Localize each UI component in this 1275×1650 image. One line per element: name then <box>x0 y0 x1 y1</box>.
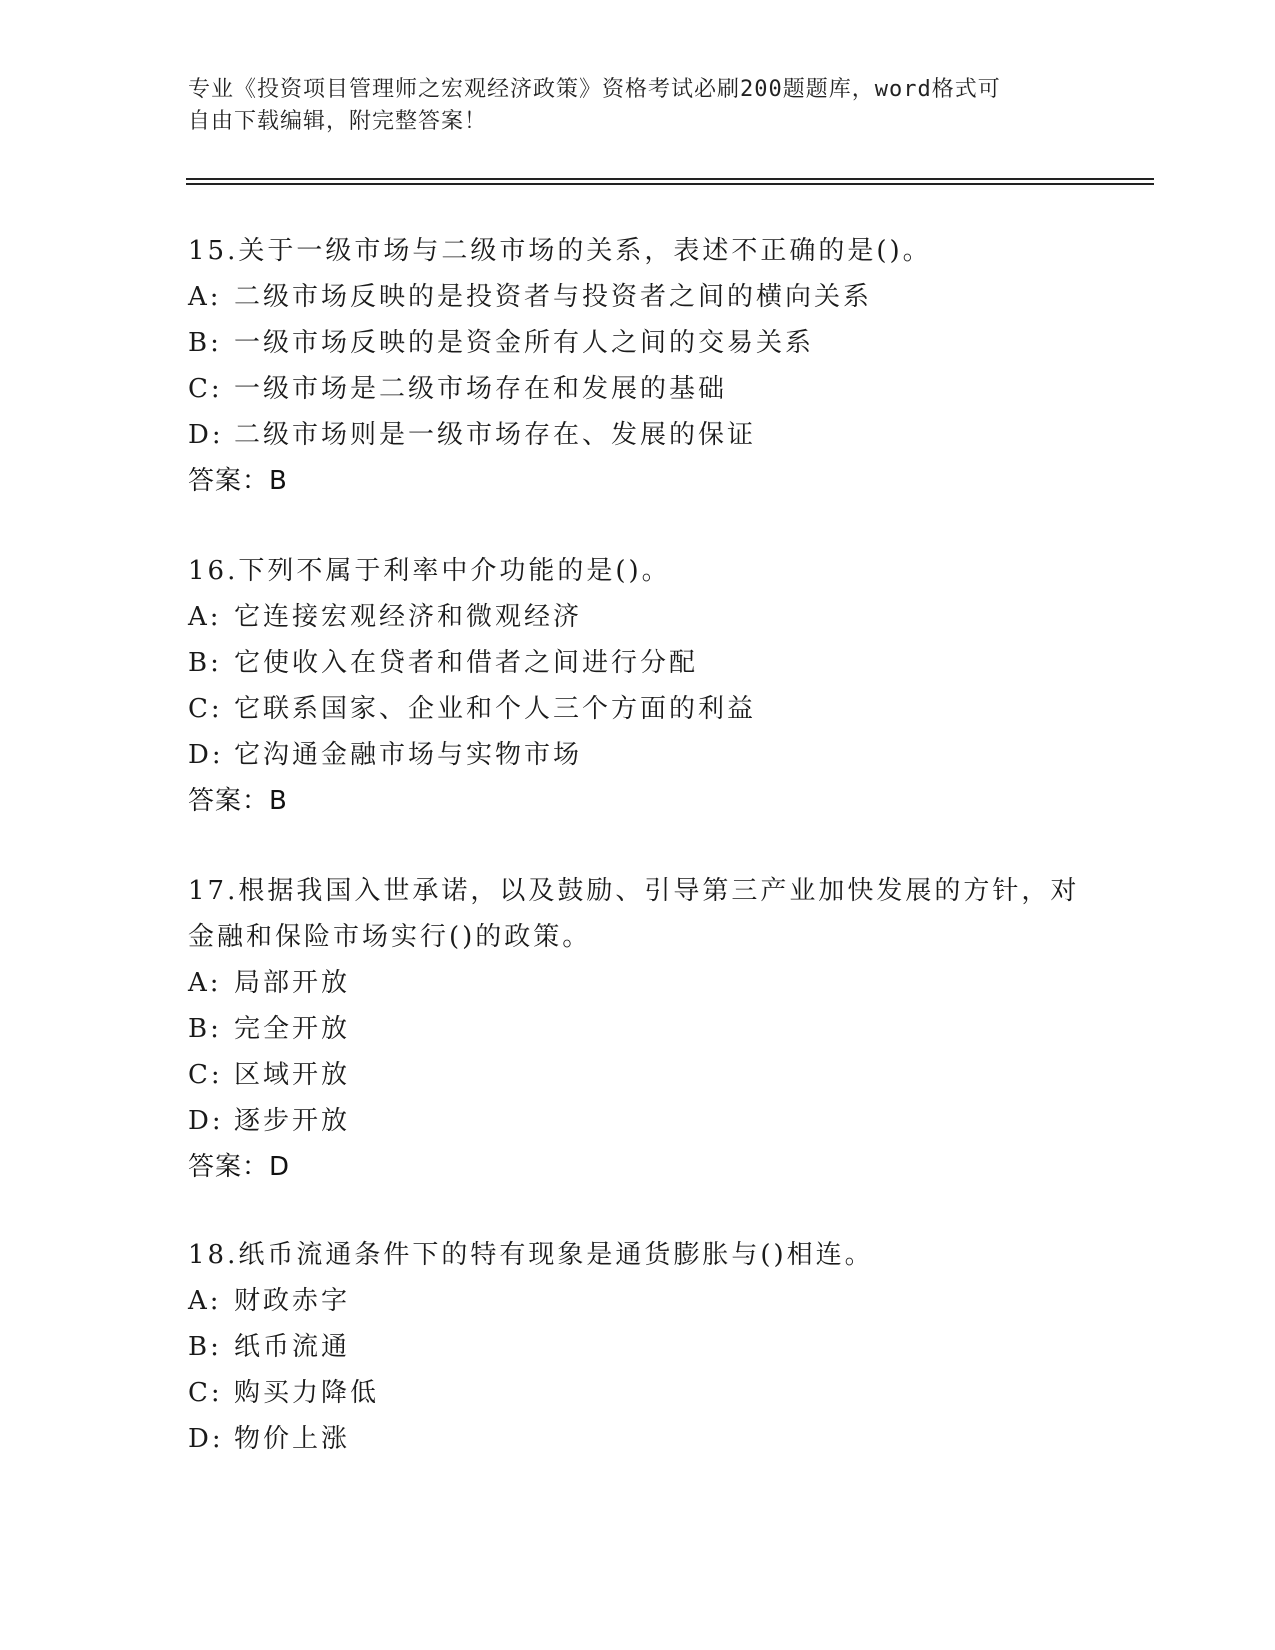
question-17 <box>188 868 1088 1190</box>
option-text: 一级市场反映的是资金所有人之间的交易关系 <box>234 328 815 358</box>
option-key: A: <box>188 968 222 998</box>
question-18 <box>188 1232 1088 1462</box>
header-divider-bottom <box>186 183 1154 185</box>
option-text: 它联系国家、企业和个人三个方面的利益 <box>234 694 757 724</box>
header-line-2: 自由下载编辑，附完整答案！ <box>188 109 488 134</box>
option-key: D: <box>188 1424 224 1454</box>
option-text: 它沟通金融市场与实物市场 <box>234 740 583 770</box>
option-d <box>188 1098 1088 1144</box>
option-key: A: <box>188 1286 222 1316</box>
header-divider-top <box>186 178 1154 180</box>
option-c <box>188 1370 1088 1416</box>
option-key: B: <box>188 328 222 358</box>
option-key: B: <box>188 1332 222 1362</box>
option-key: D: <box>188 1106 224 1136</box>
option-key: A: <box>188 282 222 312</box>
option-text: 一级市场是二级市场存在和发展的基础 <box>234 374 728 404</box>
header-line-1: 专业《投资项目管理师之宏观经济政策》资格考试必刷200题题库，word格式可 <box>188 77 1001 102</box>
option-key: C: <box>188 1060 223 1090</box>
option-key: D: <box>188 740 224 770</box>
option-text: 它连接宏观经济和微观经济 <box>234 602 583 632</box>
question-stem: 16.下列不属于利率中介功能的是()。 <box>188 556 671 586</box>
option-c <box>188 1052 1088 1098</box>
option-key: B: <box>188 1014 222 1044</box>
answer: 答案：B <box>188 786 288 816</box>
option-b <box>188 1006 1088 1052</box>
option-key: D: <box>188 420 224 450</box>
option-a <box>188 960 1088 1006</box>
option-text: 纸币流通 <box>234 1332 351 1362</box>
option-text: 它使收入在贷者和借者之间进行分配 <box>234 648 699 678</box>
option-key: C: <box>188 1378 223 1408</box>
option-b <box>188 320 1088 366</box>
question-stem-line-1: 17.根据我国入世承诺，以及鼓励、引导第三产业加快发展的方针，对 <box>188 876 1080 906</box>
option-key: A: <box>188 602 222 632</box>
option-c <box>188 366 1088 412</box>
option-key: C: <box>188 374 223 404</box>
option-text: 二级市场反映的是投资者与投资者之间的横向关系 <box>234 282 873 312</box>
question-stem-line-2: 金融和保险市场实行()的政策。 <box>188 922 592 952</box>
question-stem: 15.关于一级市场与二级市场的关系，表述不正确的是()。 <box>188 236 932 266</box>
option-a <box>188 1278 1088 1324</box>
option-text: 局部开放 <box>234 968 351 998</box>
option-text: 购买力降低 <box>234 1378 380 1408</box>
question-15 <box>188 228 1088 504</box>
option-a <box>188 274 1088 320</box>
answer: 答案：D <box>188 1152 291 1182</box>
option-d <box>188 412 1088 458</box>
option-text: 区域开放 <box>234 1060 351 1090</box>
option-c <box>188 686 1088 732</box>
option-text: 二级市场则是一级市场存在、发展的保证 <box>234 420 757 450</box>
option-text: 财政赤字 <box>234 1286 351 1316</box>
option-text: 逐步开放 <box>234 1106 351 1136</box>
option-text: 完全开放 <box>234 1014 351 1044</box>
answer: 答案：B <box>188 466 288 496</box>
option-b <box>188 640 1088 686</box>
document-header <box>188 74 1088 138</box>
option-d <box>188 1416 1088 1462</box>
option-a <box>188 594 1088 640</box>
question-stem: 18.纸币流通条件下的特有现象是通货膨胀与()相连。 <box>188 1240 874 1270</box>
option-key: B: <box>188 648 222 678</box>
option-d <box>188 732 1088 778</box>
option-text: 物价上涨 <box>234 1424 351 1454</box>
question-16 <box>188 548 1088 824</box>
option-key: C: <box>188 694 223 724</box>
option-b <box>188 1324 1088 1370</box>
